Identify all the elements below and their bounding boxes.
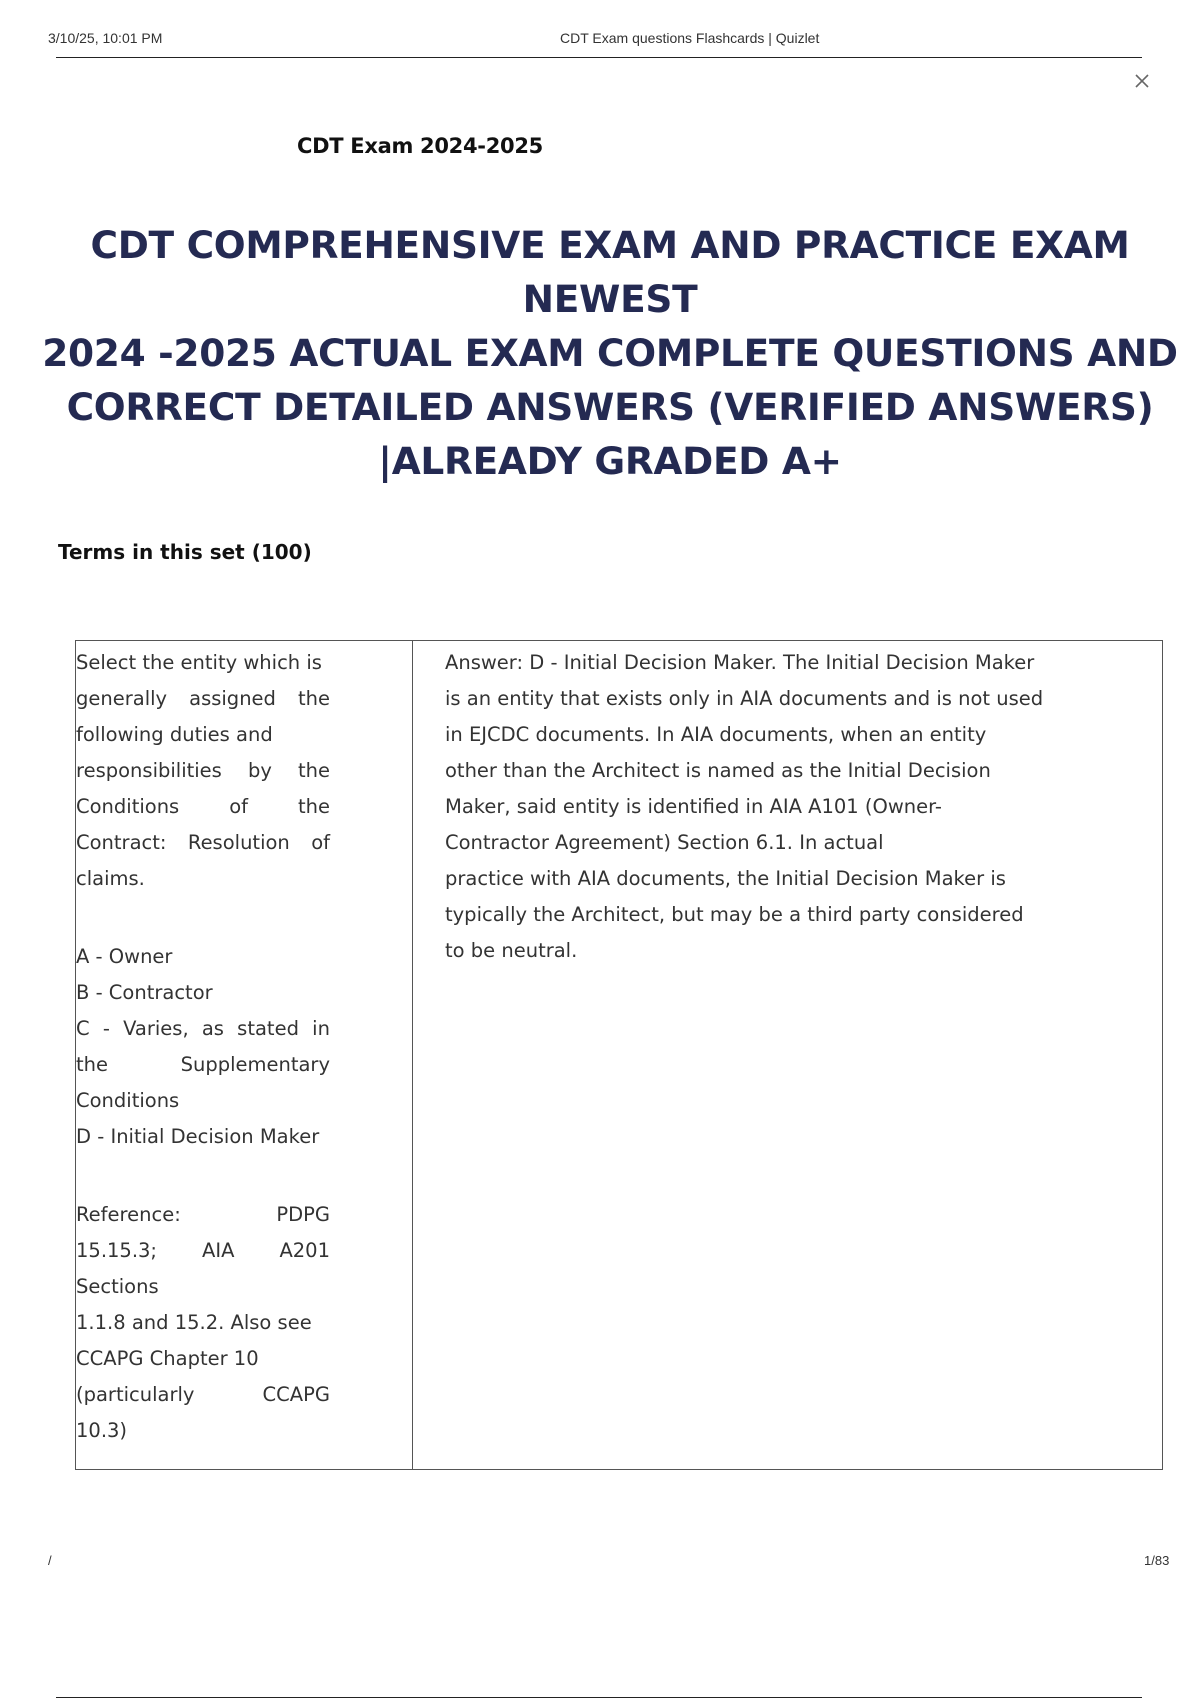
term-line: CCAPG Chapter 10 (76, 1347, 259, 1370)
document-title (30, 218, 1190, 488)
term-line (76, 1011, 330, 1047)
term-word: A201 (279, 1239, 330, 1262)
flashcard-term (76, 645, 330, 1449)
term-line (76, 789, 330, 825)
definition-line: Contractor Agreement) Section 6.1. In actual (445, 831, 884, 854)
definition-line: to be neutral. (445, 939, 578, 962)
definition-line: practice with AIA documents, the Initial Decision Maker is (445, 867, 1006, 890)
definition-line: in EJCDC documents. In AIA documents, when an entity (445, 723, 987, 746)
term-line: claims. (76, 867, 145, 890)
term-word: stated (237, 1017, 299, 1040)
term-word: the (76, 1053, 109, 1076)
definition-line: Maker, said entity is identified in AIA A101 (Owner- (445, 795, 942, 818)
term-word: generally (76, 687, 168, 710)
term-word: 15.15.3; (76, 1239, 157, 1262)
definition-line: Answer: D - Initial Decision Maker. The Initial Decision Maker (445, 651, 1035, 674)
title-line: CDT COMPREHENSIVE EXAM AND PRACTICE EXAM NEWEST (90, 223, 1130, 321)
term-word: the (297, 795, 330, 818)
term-word: the (297, 759, 330, 782)
term-line (76, 1377, 330, 1413)
term-line: following duties and (76, 723, 273, 746)
term-word: Contract: (76, 831, 167, 854)
title-line: 2024 -2025 ACTUAL EXAM COMPLETE QUESTIONS AND (42, 331, 1178, 375)
term-line: Select the entity which is (76, 651, 322, 674)
term-line (76, 1155, 330, 1197)
term-line: 10.3) (76, 1419, 128, 1442)
term-line: B - Contractor (76, 981, 213, 1004)
term-line (76, 825, 330, 861)
term-word: (particularly (76, 1383, 195, 1406)
term-word: responsibilities (76, 759, 222, 782)
term-word: Conditions (76, 795, 180, 818)
term-line: A - Owner (76, 945, 173, 968)
document-subtitle: CDT Exam 2024-2025 (297, 134, 543, 158)
term-word: AIA (202, 1239, 235, 1262)
term-word: Supplementary (180, 1053, 330, 1076)
term-line: D - Initial Decision Maker (76, 1125, 320, 1148)
term-word: CCAPG (262, 1383, 330, 1406)
definition-line: other than the Architect is named as the Initial Decision (445, 759, 991, 782)
term-line (76, 753, 330, 789)
term-word: - (102, 1017, 110, 1040)
footer-divider (56, 1697, 1142, 1698)
term-line (76, 1233, 330, 1269)
term-word: assigned (189, 687, 276, 710)
term-line (76, 897, 330, 939)
term-word: the (297, 687, 330, 710)
term-word: in (312, 1017, 330, 1040)
print-date: 3/10/25, 10:01 PM (48, 30, 163, 46)
close-icon[interactable] (1131, 70, 1153, 92)
term-word: of (311, 831, 330, 854)
definition-line: typically the Architect, but may be a third party considered (445, 903, 1024, 926)
terms-count-heading: Terms in this set (100) (58, 540, 312, 564)
term-line: Conditions (76, 1089, 180, 1112)
term-word: PDPG (276, 1203, 330, 1226)
term-line (76, 1047, 330, 1083)
page-number: 1/83 (1144, 1553, 1170, 1568)
print-header (48, 30, 1172, 54)
term-word: Varies, (123, 1017, 189, 1040)
term-line: 1.1.8 and 15.2. Also see (76, 1311, 312, 1334)
term-word: by (247, 759, 272, 782)
header-divider (56, 57, 1142, 58)
term-line: Sections (76, 1275, 159, 1298)
definition-line: is an entity that exists only in AIA documents and is not used (445, 687, 1044, 710)
title-line: |ALREADY GRADED A+ (378, 439, 842, 483)
term-word: of (229, 795, 248, 818)
flashcard-definition (445, 645, 1145, 969)
footer-url: / (48, 1553, 52, 1568)
print-page-title: CDT Exam questions Flashcards | Quizlet (560, 30, 820, 46)
term-word: C (76, 1017, 90, 1040)
flashcard-row (75, 640, 1163, 1470)
term-word: Reference: (76, 1203, 181, 1226)
term-line (76, 681, 330, 717)
term-word: Resolution (187, 831, 290, 854)
card-column-divider (412, 641, 413, 1469)
term-word: as (201, 1017, 224, 1040)
term-line (76, 1197, 330, 1233)
title-line: CORRECT DETAILED ANSWERS (VERIFIED ANSWERS) (66, 385, 1154, 429)
